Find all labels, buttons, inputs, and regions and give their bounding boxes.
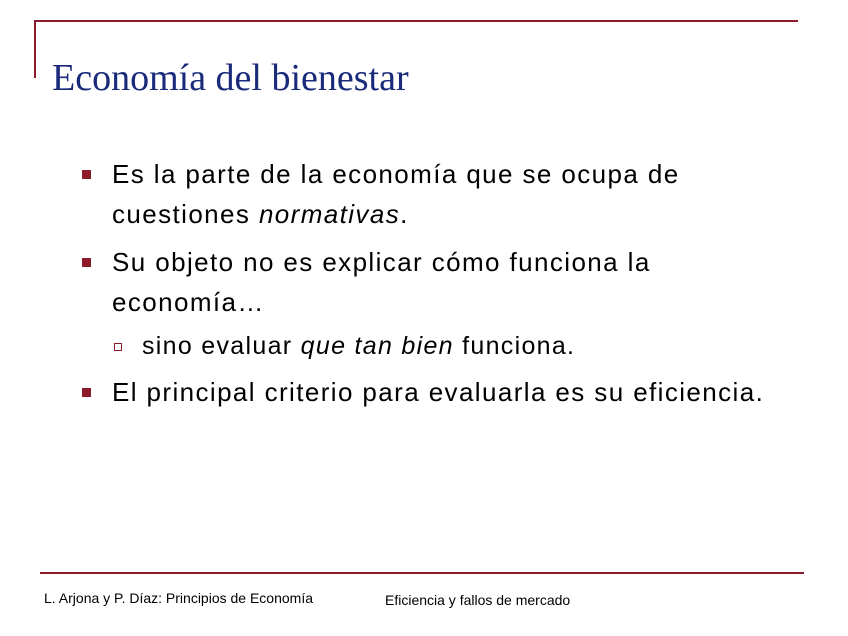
bullet-list	[78, 154, 768, 420]
top-rule	[34, 20, 798, 22]
sub-bullet-text-end: funciona.	[453, 332, 576, 360]
sub-bullet-text: sino evaluar	[142, 332, 301, 360]
bullet-text-end: .	[400, 199, 409, 229]
bullet-text: Su objeto no es explicar cómo funciona la economía…	[112, 247, 651, 317]
sub-bullet-emphasis: que tan bien	[300, 332, 454, 360]
bottom-rule	[40, 572, 804, 574]
footer-topic: Eficiencia y fallos de mercado	[385, 592, 571, 608]
bullet-emphasis: normativas	[258, 199, 401, 229]
hollow-square-bullet-icon	[114, 343, 122, 351]
square-bullet-icon	[82, 388, 91, 397]
bullet-text: El principal criterio para evaluarla es su eficiencia.	[112, 377, 765, 407]
square-bullet-icon	[82, 258, 91, 267]
square-bullet-icon	[82, 170, 91, 179]
bullet-text: Es la parte de la economía que se ocupa de cuestiones	[112, 159, 680, 229]
left-rule	[34, 20, 36, 78]
slide-title: Economía del bienestar	[52, 57, 409, 99]
bullet-item	[78, 154, 768, 234]
bullet-item	[78, 242, 768, 322]
sub-bullet-item	[78, 326, 768, 366]
bullet-item	[78, 372, 768, 412]
footer-authors: L. Arjona y P. Díaz: Principios de Economía	[44, 590, 313, 606]
